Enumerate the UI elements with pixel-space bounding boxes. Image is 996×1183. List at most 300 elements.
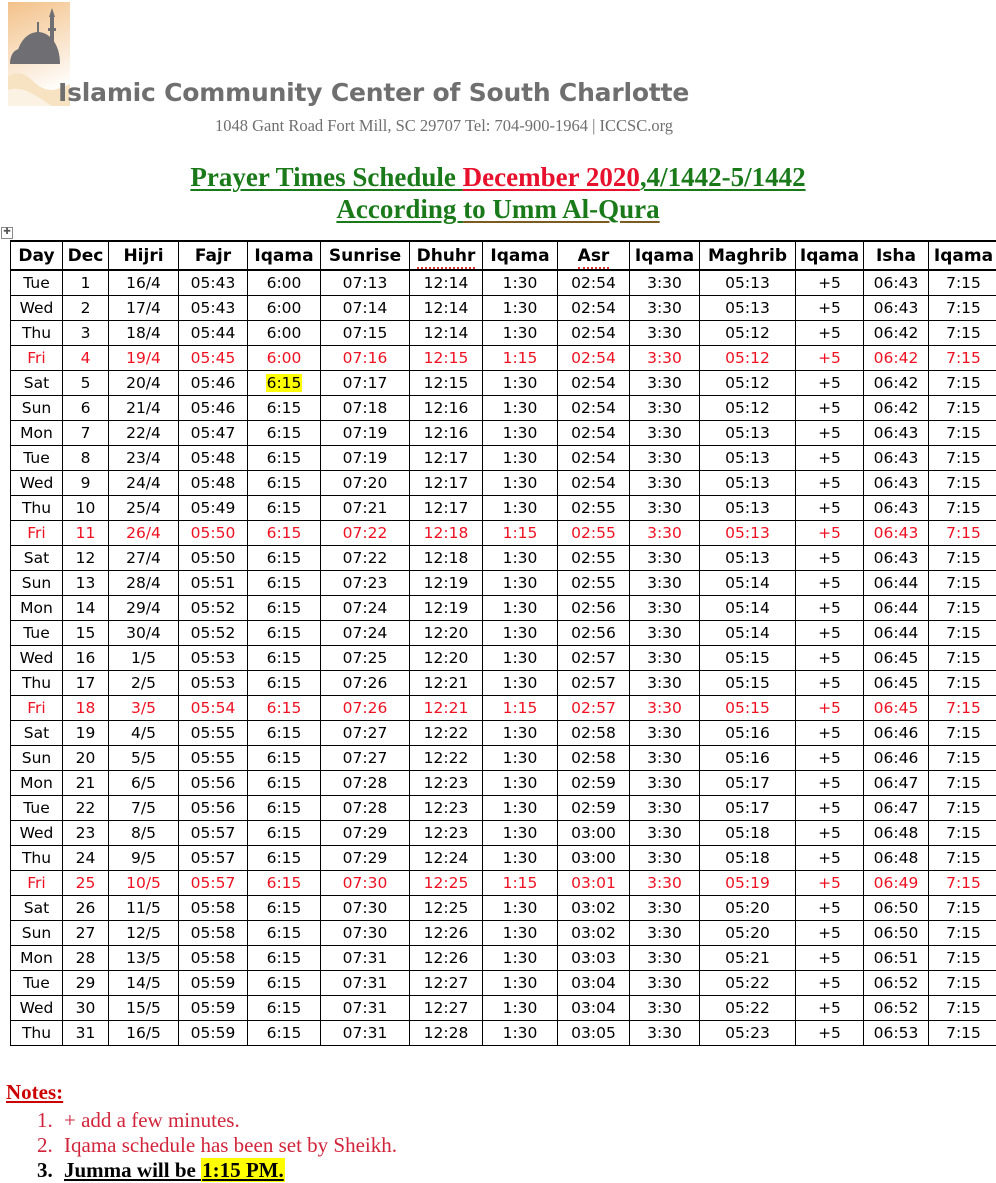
table-row	[11, 571, 996, 596]
cell-dec-date: 17	[63, 671, 109, 696]
cell-day: Mon	[11, 946, 63, 971]
table-row	[11, 971, 996, 996]
cell-maghrib-time: 05:12	[700, 396, 796, 421]
cell-maghrib-time: 05:15	[700, 646, 796, 671]
cell-sunrise-time: 07:18	[321, 396, 410, 421]
cell-day: Wed	[11, 996, 63, 1021]
cell-fajr-time: 05:58	[179, 921, 248, 946]
cell-asr-iqama: 3:30	[630, 546, 700, 571]
cell-fajr-time: 05:53	[179, 646, 248, 671]
cell-fajr-iqama: 6:15	[248, 821, 321, 846]
cell-fajr-iqama: 6:15	[248, 571, 321, 596]
cell-fajr-iqama: 6:15	[248, 671, 321, 696]
cell-maghrib-time: 05:22	[700, 996, 796, 1021]
title-line-2	[0, 194, 996, 224]
highlighted-iqama-time: 6:15	[266, 374, 302, 392]
cell-sunrise-time: 07:30	[321, 871, 410, 896]
table-row	[11, 321, 996, 346]
cell-day: Sun	[11, 746, 63, 771]
table-row	[11, 296, 996, 321]
title-line-1	[0, 162, 996, 192]
cell-sunrise-time: 07:17	[321, 371, 410, 396]
cell-isha-iqama: 7:15	[929, 546, 996, 571]
cell-isha-iqama: 7:15	[929, 496, 996, 521]
table-header-row	[11, 241, 996, 270]
cell-day: Sat	[11, 546, 63, 571]
cell-asr-time: 02:55	[558, 571, 630, 596]
cell-isha-time: 06:45	[864, 696, 929, 721]
cell-asr-time: 02:54	[558, 346, 630, 371]
cell-day: Mon	[11, 421, 63, 446]
cell-dhuhr-time: 12:21	[410, 671, 483, 696]
cell-asr-time: 03:00	[558, 846, 630, 871]
notes-title: Notes:	[6, 1080, 64, 1104]
cell-asr-iqama: 3:30	[630, 496, 700, 521]
cell-dec-date: 7	[63, 421, 109, 446]
cell-dhuhr-time: 12:20	[410, 646, 483, 671]
cell-dec-date: 31	[63, 1021, 109, 1046]
cell-fajr-time: 05:44	[179, 321, 248, 346]
cell-fajr-iqama: 6:00	[248, 321, 321, 346]
cell-dhuhr-iqama: 1:30	[483, 646, 558, 671]
cell-maghrib-iqama: +5	[796, 296, 864, 321]
table-row	[11, 446, 996, 471]
cell-fajr-iqama: 6:15	[248, 771, 321, 796]
cell-isha-iqama: 7:15	[929, 270, 996, 296]
cell-dhuhr-time: 12:15	[410, 346, 483, 371]
cell-sunrise-time: 07:31	[321, 971, 410, 996]
cell-fajr-iqama: 6:15	[248, 546, 321, 571]
cell-sunrise-time: 07:19	[321, 421, 410, 446]
cell-maghrib-time: 05:13	[700, 521, 796, 546]
cell-dhuhr-time: 12:28	[410, 1021, 483, 1046]
cell-fajr-iqama: 6:15	[248, 471, 321, 496]
cell-isha-iqama: 7:15	[929, 771, 996, 796]
cell-maghrib-iqama: +5	[796, 846, 864, 871]
cell-day: Mon	[11, 596, 63, 621]
cell-day: Fri	[11, 871, 63, 896]
cell-dhuhr-iqama: 1:15	[483, 521, 558, 546]
cell-dec-date: 11	[63, 521, 109, 546]
cell-isha-time: 06:51	[864, 946, 929, 971]
cell-maghrib-iqama: +5	[796, 946, 864, 971]
cell-maghrib-iqama: +5	[796, 321, 864, 346]
cell-fajr-time: 05:51	[179, 571, 248, 596]
cell-fajr-time: 05:45	[179, 346, 248, 371]
cell-maghrib-iqama: +5	[796, 496, 864, 521]
table-row	[11, 496, 996, 521]
note-3-text: Jumma will be	[64, 1158, 202, 1182]
cell-fajr-iqama: 6:15	[248, 846, 321, 871]
cell-day: Thu	[11, 846, 63, 871]
cell-asr-iqama: 3:30	[630, 571, 700, 596]
cell-dhuhr-time: 12:24	[410, 846, 483, 871]
cell-dhuhr-iqama: 1:30	[483, 546, 558, 571]
cell-hijri-date: 30/4	[109, 621, 179, 646]
cell-dhuhr-time: 12:26	[410, 946, 483, 971]
cell-fajr-time: 05:54	[179, 696, 248, 721]
cell-fajr-iqama: 6:15	[248, 721, 321, 746]
cell-hijri-date: 28/4	[109, 571, 179, 596]
cell-dhuhr-iqama: 1:30	[483, 371, 558, 396]
table-row	[11, 871, 996, 896]
cell-isha-time: 06:50	[864, 896, 929, 921]
cell-dhuhr-time: 12:25	[410, 896, 483, 921]
cell-sunrise-time: 07:31	[321, 1021, 410, 1046]
cell-dhuhr-time: 12:17	[410, 471, 483, 496]
cell-isha-time: 06:48	[864, 846, 929, 871]
cell-asr-time: 03:02	[558, 921, 630, 946]
table-row	[11, 371, 996, 396]
cell-isha-time: 06:45	[864, 671, 929, 696]
cell-fajr-time: 05:50	[179, 521, 248, 546]
cell-asr-time: 02:54	[558, 421, 630, 446]
cell-day: Fri	[11, 346, 63, 371]
table-row	[11, 546, 996, 571]
cell-maghrib-iqama: +5	[796, 896, 864, 921]
cell-asr-iqama: 3:30	[630, 821, 700, 846]
cell-asr-time: 02:54	[558, 270, 630, 296]
cell-dec-date: 23	[63, 821, 109, 846]
cell-isha-iqama: 7:15	[929, 446, 996, 471]
cell-dhuhr-time: 12:16	[410, 421, 483, 446]
cell-fajr-iqama: 6:15	[248, 746, 321, 771]
cell-isha-time: 06:43	[864, 521, 929, 546]
cell-fajr-time: 05:48	[179, 446, 248, 471]
cell-dhuhr-iqama: 1:30	[483, 471, 558, 496]
cell-sunrise-time: 07:20	[321, 471, 410, 496]
cell-day: Sun	[11, 396, 63, 421]
cell-maghrib-iqama: +5	[796, 746, 864, 771]
cell-dhuhr-time: 12:17	[410, 446, 483, 471]
cell-maghrib-iqama: +5	[796, 671, 864, 696]
cell-dhuhr-time: 12:23	[410, 821, 483, 846]
cell-dec-date: 26	[63, 896, 109, 921]
table-row	[11, 996, 996, 1021]
cell-sunrise-time: 07:15	[321, 321, 410, 346]
cell-dhuhr-iqama: 1:30	[483, 596, 558, 621]
column-header-isha: Isha	[864, 241, 929, 270]
cell-maghrib-time: 05:12	[700, 321, 796, 346]
cell-maghrib-time: 05:12	[700, 346, 796, 371]
cell-asr-iqama: 3:30	[630, 296, 700, 321]
cell-isha-time: 06:43	[864, 446, 929, 471]
cell-maghrib-time: 05:16	[700, 746, 796, 771]
table-row	[11, 671, 996, 696]
cell-dhuhr-time: 12:19	[410, 571, 483, 596]
cell-isha-iqama: 7:15	[929, 896, 996, 921]
cell-fajr-time: 05:58	[179, 896, 248, 921]
cell-dhuhr-time: 12:22	[410, 721, 483, 746]
cell-maghrib-time: 05:16	[700, 721, 796, 746]
cell-dec-date: 27	[63, 921, 109, 946]
cell-day: Wed	[11, 646, 63, 671]
cell-maghrib-iqama: +5	[796, 996, 864, 1021]
cell-day: Wed	[11, 471, 63, 496]
cell-asr-time: 02:54	[558, 296, 630, 321]
table-move-handle-icon[interactable]: ✚	[1, 227, 13, 239]
cell-fajr-iqama: 6:15	[248, 596, 321, 621]
cell-isha-time: 06:43	[864, 296, 929, 321]
cell-hijri-date: 8/5	[109, 821, 179, 846]
cell-dec-date: 28	[63, 946, 109, 971]
cell-sunrise-time: 07:31	[321, 946, 410, 971]
cell-hijri-date: 16/4	[109, 270, 179, 296]
cell-dhuhr-time: 12:17	[410, 496, 483, 521]
table-row	[11, 270, 996, 296]
cell-dec-date: 5	[63, 371, 109, 396]
cell-dec-date: 14	[63, 596, 109, 621]
cell-isha-iqama: 7:15	[929, 646, 996, 671]
cell-isha-time: 06:46	[864, 746, 929, 771]
cell-fajr-time: 05:55	[179, 721, 248, 746]
cell-maghrib-iqama: +5	[796, 696, 864, 721]
cell-dhuhr-iqama: 1:30	[483, 821, 558, 846]
cell-asr-iqama: 3:30	[630, 1021, 700, 1046]
cell-asr-iqama: 3:30	[630, 971, 700, 996]
cell-maghrib-iqama: +5	[796, 821, 864, 846]
table-row	[11, 821, 996, 846]
cell-day: Tue	[11, 796, 63, 821]
cell-sunrise-time: 07:21	[321, 496, 410, 521]
cell-fajr-iqama: 6:15	[248, 521, 321, 546]
cell-sunrise-time: 07:31	[321, 996, 410, 1021]
cell-dhuhr-time: 12:19	[410, 596, 483, 621]
cell-dhuhr-time: 12:20	[410, 621, 483, 646]
cell-hijri-date: 17/4	[109, 296, 179, 321]
cell-dec-date: 19	[63, 721, 109, 746]
cell-asr-iqama: 3:30	[630, 596, 700, 621]
cell-maghrib-time: 05:15	[700, 671, 796, 696]
cell-isha-iqama: 7:15	[929, 421, 996, 446]
cell-isha-time: 06:44	[864, 621, 929, 646]
cell-dec-date: 4	[63, 346, 109, 371]
cell-hijri-date: 18/4	[109, 321, 179, 346]
cell-fajr-time: 05:58	[179, 946, 248, 971]
cell-isha-iqama: 7:15	[929, 471, 996, 496]
cell-isha-time: 06:52	[864, 996, 929, 1021]
cell-maghrib-iqama: +5	[796, 796, 864, 821]
cell-asr-iqama: 3:30	[630, 996, 700, 1021]
notes-list	[6, 1108, 996, 1183]
cell-day: Tue	[11, 270, 63, 296]
cell-day: Sat	[11, 896, 63, 921]
cell-isha-time: 06:43	[864, 546, 929, 571]
table-row	[11, 421, 996, 446]
cell-dhuhr-time: 12:18	[410, 521, 483, 546]
organization-address: 1048 Gant Road Fort Mill, SC 29707 Tel: 704-900-1964 | ICCSC.org	[215, 116, 674, 135]
cell-isha-iqama: 7:15	[929, 746, 996, 771]
cell-day: Sun	[11, 921, 63, 946]
cell-fajr-iqama: 6:15	[248, 946, 321, 971]
cell-sunrise-time: 07:29	[321, 846, 410, 871]
cell-day: Sat	[11, 721, 63, 746]
cell-maghrib-iqama: +5	[796, 571, 864, 596]
page-header	[0, 0, 996, 148]
cell-isha-iqama: 7:15	[929, 346, 996, 371]
title-prayer-times-schedule: Prayer Times Schedule	[190, 162, 463, 192]
cell-hijri-date: 5/5	[109, 746, 179, 771]
cell-maghrib-iqama: +5	[796, 771, 864, 796]
cell-isha-time: 06:50	[864, 921, 929, 946]
cell-maghrib-iqama: +5	[796, 471, 864, 496]
cell-hijri-date: 29/4	[109, 596, 179, 621]
cell-isha-iqama: 7:15	[929, 696, 996, 721]
cell-dhuhr-iqama: 1:30	[483, 946, 558, 971]
cell-hijri-date: 6/5	[109, 771, 179, 796]
table-row	[11, 521, 996, 546]
title-umm-al-qura: to Umm Al-Qura	[463, 194, 660, 224]
cell-isha-time: 06:52	[864, 971, 929, 996]
column-header-fajr: Fajr	[179, 241, 248, 270]
cell-isha-time: 06:47	[864, 796, 929, 821]
cell-isha-time: 06:42	[864, 321, 929, 346]
cell-isha-time: 06:43	[864, 270, 929, 296]
cell-isha-iqama: 7:15	[929, 871, 996, 896]
cell-isha-time: 06:44	[864, 571, 929, 596]
column-header-isha-iqama: Iqama	[929, 241, 996, 270]
table-header	[11, 241, 996, 270]
cell-asr-time: 02:57	[558, 696, 630, 721]
cell-asr-iqama: 3:30	[630, 896, 700, 921]
cell-maghrib-time: 05:22	[700, 971, 796, 996]
table-row	[11, 946, 996, 971]
column-header-fajr-iqama: Iqama	[248, 241, 321, 270]
cell-day: Fri	[11, 521, 63, 546]
table-row	[11, 621, 996, 646]
cell-asr-iqama: 3:30	[630, 671, 700, 696]
cell-asr-time: 03:00	[558, 821, 630, 846]
cell-isha-iqama: 7:15	[929, 521, 996, 546]
cell-asr-time: 02:56	[558, 596, 630, 621]
cell-asr-time: 03:01	[558, 871, 630, 896]
cell-asr-time: 02:59	[558, 796, 630, 821]
cell-isha-iqama: 7:15	[929, 796, 996, 821]
cell-hijri-date: 11/5	[109, 896, 179, 921]
cell-dhuhr-iqama: 1:30	[483, 446, 558, 471]
cell-isha-time: 06:45	[864, 646, 929, 671]
cell-asr-iqama: 3:30	[630, 421, 700, 446]
cell-isha-iqama: 7:15	[929, 296, 996, 321]
cell-dec-date: 1	[63, 270, 109, 296]
cell-hijri-date: 12/5	[109, 921, 179, 946]
table-row	[11, 796, 996, 821]
cell-isha-time: 06:43	[864, 496, 929, 521]
cell-fajr-iqama: 6:00	[248, 346, 321, 371]
cell-isha-time: 06:49	[864, 871, 929, 896]
cell-isha-time: 06:46	[864, 721, 929, 746]
cell-dhuhr-iqama: 1:30	[483, 421, 558, 446]
cell-isha-time: 06:47	[864, 771, 929, 796]
cell-sunrise-time: 07:24	[321, 621, 410, 646]
cell-hijri-date: 26/4	[109, 521, 179, 546]
cell-dec-date: 16	[63, 646, 109, 671]
cell-day: Wed	[11, 296, 63, 321]
column-header-maghrib-iqama: Iqama	[796, 241, 864, 270]
cell-fajr-iqama: 6:00	[248, 296, 321, 321]
cell-maghrib-time: 05:13	[700, 270, 796, 296]
cell-dhuhr-iqama: 1:30	[483, 671, 558, 696]
cell-sunrise-time: 07:19	[321, 446, 410, 471]
cell-maghrib-time: 05:17	[700, 796, 796, 821]
cell-dhuhr-time: 12:27	[410, 971, 483, 996]
cell-asr-time: 02:54	[558, 446, 630, 471]
cell-asr-iqama: 3:30	[630, 446, 700, 471]
cell-maghrib-time: 05:18	[700, 846, 796, 871]
cell-hijri-date: 16/5	[109, 1021, 179, 1046]
table-row	[11, 471, 996, 496]
cell-dec-date: 22	[63, 796, 109, 821]
cell-isha-time: 06:42	[864, 346, 929, 371]
cell-hijri-date: 9/5	[109, 846, 179, 871]
cell-fajr-iqama: 6:15	[248, 621, 321, 646]
cell-asr-time: 02:54	[558, 396, 630, 421]
cell-isha-time: 06:43	[864, 421, 929, 446]
column-header-dhuhr: Dhuhr	[410, 241, 483, 270]
cell-day: Thu	[11, 1021, 63, 1046]
cell-maghrib-iqama: +5	[796, 546, 864, 571]
cell-isha-iqama: 7:15	[929, 671, 996, 696]
cell-asr-iqama: 3:30	[630, 471, 700, 496]
cell-sunrise-time: 07:22	[321, 521, 410, 546]
cell-sunrise-time: 07:30	[321, 896, 410, 921]
cell-hijri-date: 3/5	[109, 696, 179, 721]
cell-fajr-time: 05:55	[179, 746, 248, 771]
cell-hijri-date: 7/5	[109, 796, 179, 821]
cell-maghrib-iqama: +5	[796, 270, 864, 296]
cell-day: Tue	[11, 446, 63, 471]
cell-hijri-date: 19/4	[109, 346, 179, 371]
cell-dhuhr-iqama: 1:30	[483, 321, 558, 346]
cell-dhuhr-time: 12:23	[410, 771, 483, 796]
table-row	[11, 346, 996, 371]
cell-fajr-time: 05:49	[179, 496, 248, 521]
table-row	[11, 771, 996, 796]
cell-sunrise-time: 07:13	[321, 270, 410, 296]
cell-dhuhr-time: 12:25	[410, 871, 483, 896]
cell-asr-time: 03:05	[558, 1021, 630, 1046]
cell-dec-date: 9	[63, 471, 109, 496]
cell-isha-time: 06:42	[864, 371, 929, 396]
cell-dhuhr-iqama: 1:30	[483, 396, 558, 421]
cell-asr-time: 03:04	[558, 996, 630, 1021]
cell-fajr-time: 05:53	[179, 671, 248, 696]
cell-dhuhr-time: 12:16	[410, 396, 483, 421]
cell-maghrib-time: 05:17	[700, 771, 796, 796]
note-item-3	[58, 1158, 996, 1183]
cell-dhuhr-iqama: 1:15	[483, 696, 558, 721]
cell-maghrib-time: 05:15	[700, 696, 796, 721]
cell-dec-date: 15	[63, 621, 109, 646]
cell-fajr-iqama: 6:15	[248, 496, 321, 521]
cell-hijri-date: 21/4	[109, 396, 179, 421]
cell-sunrise-time: 07:27	[321, 721, 410, 746]
cell-fajr-iqama: 6:15	[248, 796, 321, 821]
cell-hijri-date: 1/5	[109, 646, 179, 671]
cell-hijri-date: 4/5	[109, 721, 179, 746]
cell-isha-iqama: 7:15	[929, 371, 996, 396]
cell-isha-iqama: 7:15	[929, 946, 996, 971]
cell-dhuhr-iqama: 1:15	[483, 346, 558, 371]
cell-dec-date: 29	[63, 971, 109, 996]
cell-fajr-time: 05:50	[179, 546, 248, 571]
cell-asr-time: 02:57	[558, 646, 630, 671]
cell-dhuhr-time: 12:23	[410, 796, 483, 821]
cell-fajr-time: 05:59	[179, 971, 248, 996]
cell-maghrib-time: 05:14	[700, 571, 796, 596]
cell-dec-date: 30	[63, 996, 109, 1021]
cell-hijri-date: 14/5	[109, 971, 179, 996]
